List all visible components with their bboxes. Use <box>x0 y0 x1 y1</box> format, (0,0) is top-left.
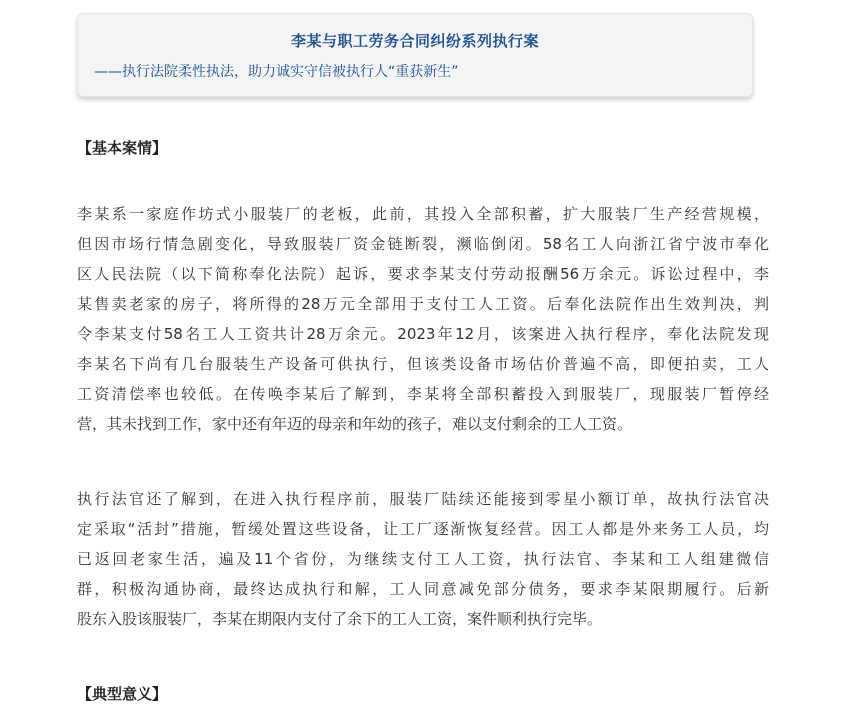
article-subtitle: ——执行法院柔性执法，助力诚实守信被执行人“重获新生” <box>94 64 459 80</box>
section-heading-basic-facts: 【基本案情】 <box>77 139 168 157</box>
paragraph-line: 某售卖老家的房子，将所得的28万元全部用于支付工人工资。后奉化法院作出生效判决，判 <box>77 295 769 313</box>
paragraph-line: 李某系一家庭作坊式小服装厂的老板，此前，其投入全部积蓄，扩大服装厂生产经营规模， <box>77 205 769 223</box>
paragraph-line: 李某名下尚有几台服装生产设备可供执行，但该类设备市场估价普遍不高，即便拍卖，工人 <box>77 355 769 373</box>
paragraph-line: 但因市场行情急剧变化，导致服装厂资金链断裂，濒临倒闭。58名工人向浙江省宁波市奉化 <box>77 235 769 253</box>
paragraph-line: 区人民法院（以下简称奉化法院）起诉，要求李某支付劳动报酬56万余元。诉讼过程中，李 <box>77 265 769 283</box>
paragraph-line: 定采取“活封”措施，暂缓处置这些设备，让工厂逐渐恢复经营。因工人都是外来务工人员，均 <box>77 520 769 538</box>
paragraph-line: 工资清偿率也较低。在传唤李某后了解到，李某将全部积蓄投入到服装厂，现服装厂暂停经 <box>77 385 769 403</box>
title-card <box>77 13 753 97</box>
paragraph-line: 已返回老家生活，遍及11个省份，为继续支付工人工资，执行法官、李某和工人组建微信 <box>77 550 769 568</box>
section-heading-significance: 【典型意义】 <box>77 685 168 703</box>
paragraph-line: 营，其未找到工作，家中还有年迈的母亲和年幼的孩子，难以支付剩余的工人工资。 <box>77 415 633 433</box>
paragraph-line: 股东入股该服装厂，李某在期限内支付了余下的工人工资，案件顺利执行完毕。 <box>77 610 603 628</box>
paragraph-line: 执行法官还了解到，在进入执行程序前，服装厂陆续还能接到零星小额订单，故执行法官决 <box>77 490 769 508</box>
article-title: 李某与职工劳务合同纠纷系列执行案 <box>290 32 539 50</box>
paragraph-line: 群，积极沟通协商，最终达成执行和解，工人同意减免部分债务，要求李某限期履行。后新 <box>77 580 769 598</box>
paragraph-basic-facts-1 <box>77 199 769 439</box>
paragraph-basic-facts-2 <box>77 484 769 634</box>
paragraph-line: 令李某支付58名工人工资共计28万余元。2023年12月，该案进入执行程序，奉化法院发现 <box>77 325 769 343</box>
